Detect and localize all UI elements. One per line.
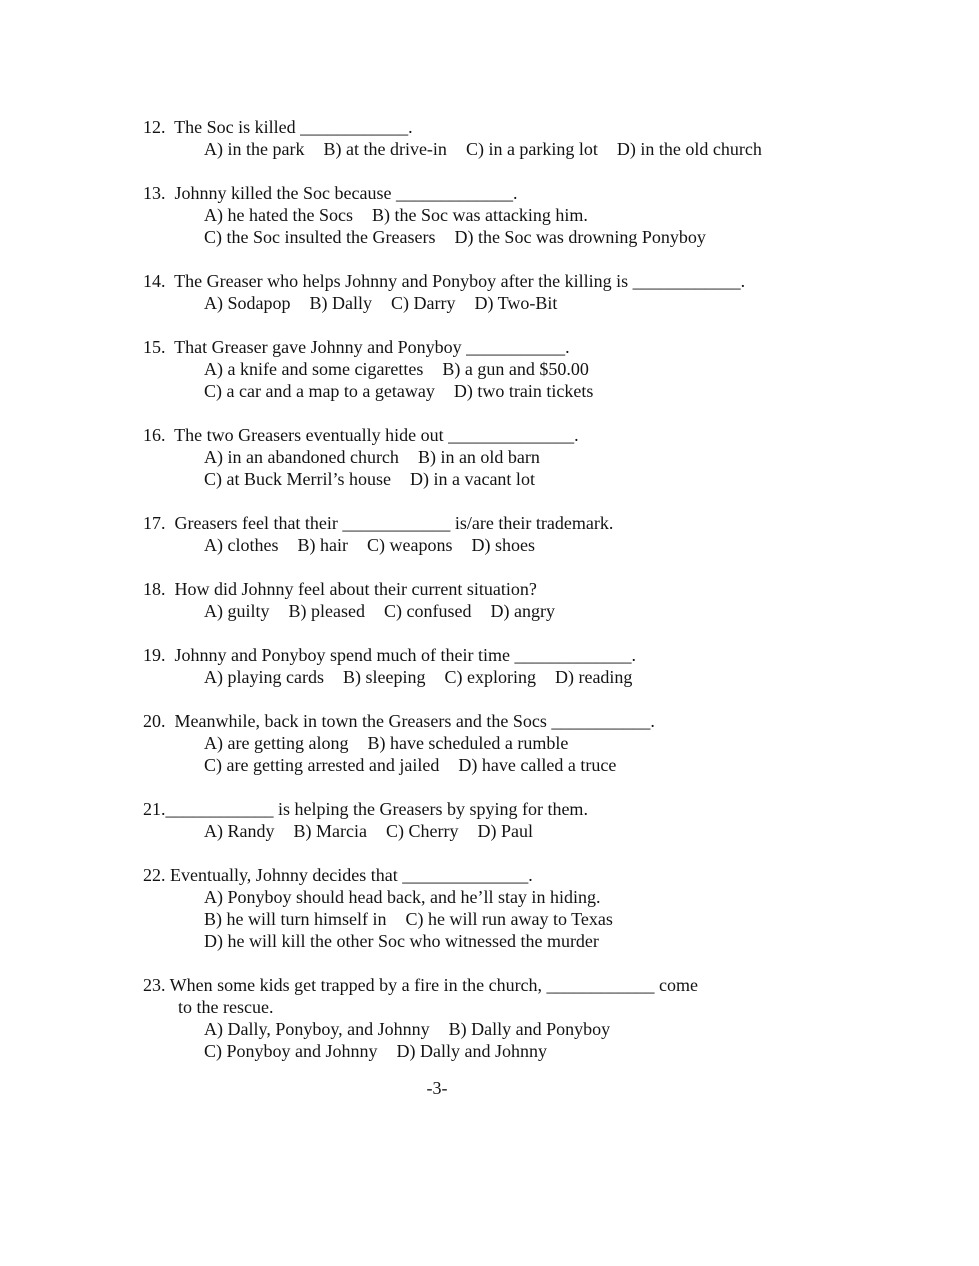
option: C) at Buck Merril’s house [204, 469, 391, 489]
option-line [143, 138, 903, 160]
option-line [143, 292, 903, 314]
question-21 [143, 798, 903, 842]
option: C) a car and a map to a getaway [204, 381, 435, 401]
question-14 [143, 270, 903, 314]
question-prompt-line: to the rescue. [178, 997, 274, 1017]
option: D) two train tickets [453, 381, 594, 401]
question-prompt-line: 17. Greasers feel that their ____________ is/are their trademark. [143, 513, 614, 533]
option: C) Darry [391, 293, 456, 313]
question-prompt-line: 16. The two Greasers eventually hide out ______________. [143, 425, 579, 445]
question-list [143, 116, 903, 1084]
option: D) reading [554, 667, 633, 687]
question-prompt-line: 20. Meanwhile, back in town the Greasers and the Socs ___________. [143, 711, 655, 731]
option: A) clothes [204, 535, 279, 555]
option: C) confused [383, 601, 472, 621]
option-line [143, 908, 903, 930]
option: C) he will run away to Texas [405, 909, 613, 929]
option: B) Marcia [293, 821, 367, 841]
question-prompt-line: 19. Johnny and Ponyboy spend much of their time _____________. [143, 645, 636, 665]
option: B) have scheduled a rumble [367, 733, 569, 753]
page-number: -3- [426, 1078, 448, 1098]
option-line [143, 226, 903, 248]
option: A) a knife and some cigarettes [204, 359, 424, 379]
option: A) in an abandoned church [204, 447, 399, 467]
option-line [143, 600, 903, 622]
option-line [143, 468, 903, 490]
question-17 [143, 512, 903, 556]
option: D) have called a truce [458, 755, 617, 775]
option: A) guilty [204, 601, 270, 621]
option: B) a gun and $50.00 [442, 359, 589, 379]
option: C) the Soc insulted the Greasers [204, 227, 436, 247]
question-prompt-line: 21.____________ is helping the Greasers by spying for them. [143, 799, 588, 819]
question-16 [143, 424, 903, 490]
option: C) weapons [366, 535, 453, 555]
option: C) are getting arrested and jailed [204, 755, 440, 775]
option: C) Cherry [385, 821, 459, 841]
option: A) Dally, Ponyboy, and Johnny [204, 1019, 430, 1039]
question-prompt-line: 15. That Greaser gave Johnny and Ponyboy ___________. [143, 337, 570, 357]
question-prompt-line: 22. Eventually, Johnny decides that ______________. [143, 865, 533, 885]
option: C) in a parking lot [465, 139, 598, 159]
option: D) he will kill the other Soc who witnessed the murder [204, 931, 599, 951]
question-19 [143, 644, 903, 688]
option-line [143, 930, 903, 952]
option-line [143, 1018, 903, 1040]
option: B) hair [297, 535, 348, 555]
question-18 [143, 578, 903, 622]
option: B) at the drive-in [323, 139, 447, 159]
question-15 [143, 336, 903, 402]
option: D) Two-Bit [474, 293, 558, 313]
option: B) Dally and Ponyboy [448, 1019, 611, 1039]
option-line [143, 666, 903, 688]
option: C) exploring [444, 667, 536, 687]
option: B) in an old barn [417, 447, 540, 467]
option: D) angry [490, 601, 555, 621]
option: C) Ponyboy and Johnny [204, 1041, 378, 1061]
option: A) he hated the Socs [204, 205, 353, 225]
option-line [143, 358, 903, 380]
option: B) Dally [309, 293, 372, 313]
question-prompt-line: 13. Johnny killed the Soc because _____________. [143, 183, 518, 203]
option: D) in a vacant lot [409, 469, 535, 489]
question-prompt-line: 14. The Greaser who helps Johnny and Ponyboy after the killing is ____________. [143, 271, 746, 291]
option: B) the Soc was attacking him. [371, 205, 588, 225]
question-22 [143, 864, 903, 952]
option-line [143, 886, 903, 908]
question-13 [143, 182, 903, 248]
option-line [143, 204, 903, 226]
option: A) playing cards [204, 667, 324, 687]
option: A) Sodapop [204, 293, 291, 313]
option-line [143, 446, 903, 468]
option: D) the Soc was drowning Ponyboy [454, 227, 706, 247]
question-12 [143, 116, 903, 160]
option-line [143, 754, 903, 776]
option: A) Randy [204, 821, 275, 841]
option: D) shoes [471, 535, 535, 555]
option: D) in the old church [616, 139, 762, 159]
option: B) sleeping [342, 667, 426, 687]
option: A) in the park [204, 139, 305, 159]
question-20 [143, 710, 903, 776]
question-prompt-line: 18. How did Johnny feel about their current situation? [143, 579, 537, 599]
option: A) Ponyboy should head back, and he’ll stay in hiding. [204, 887, 601, 907]
question-23 [143, 974, 903, 1062]
option: D) Paul [477, 821, 533, 841]
option-line [143, 1040, 903, 1062]
question-prompt-line: 23. When some kids get trapped by a fire in the church, ____________ come [143, 975, 699, 995]
option: D) Dally and Johnny [396, 1041, 547, 1061]
option: B) pleased [288, 601, 365, 621]
option-line [143, 380, 903, 402]
option: B) he will turn himself in [204, 909, 387, 929]
option: A) are getting along [204, 733, 349, 753]
question-prompt-line: 12. The Soc is killed ____________. [143, 117, 413, 137]
option-line [143, 732, 903, 754]
option-line [143, 820, 903, 842]
option-line [143, 534, 903, 556]
